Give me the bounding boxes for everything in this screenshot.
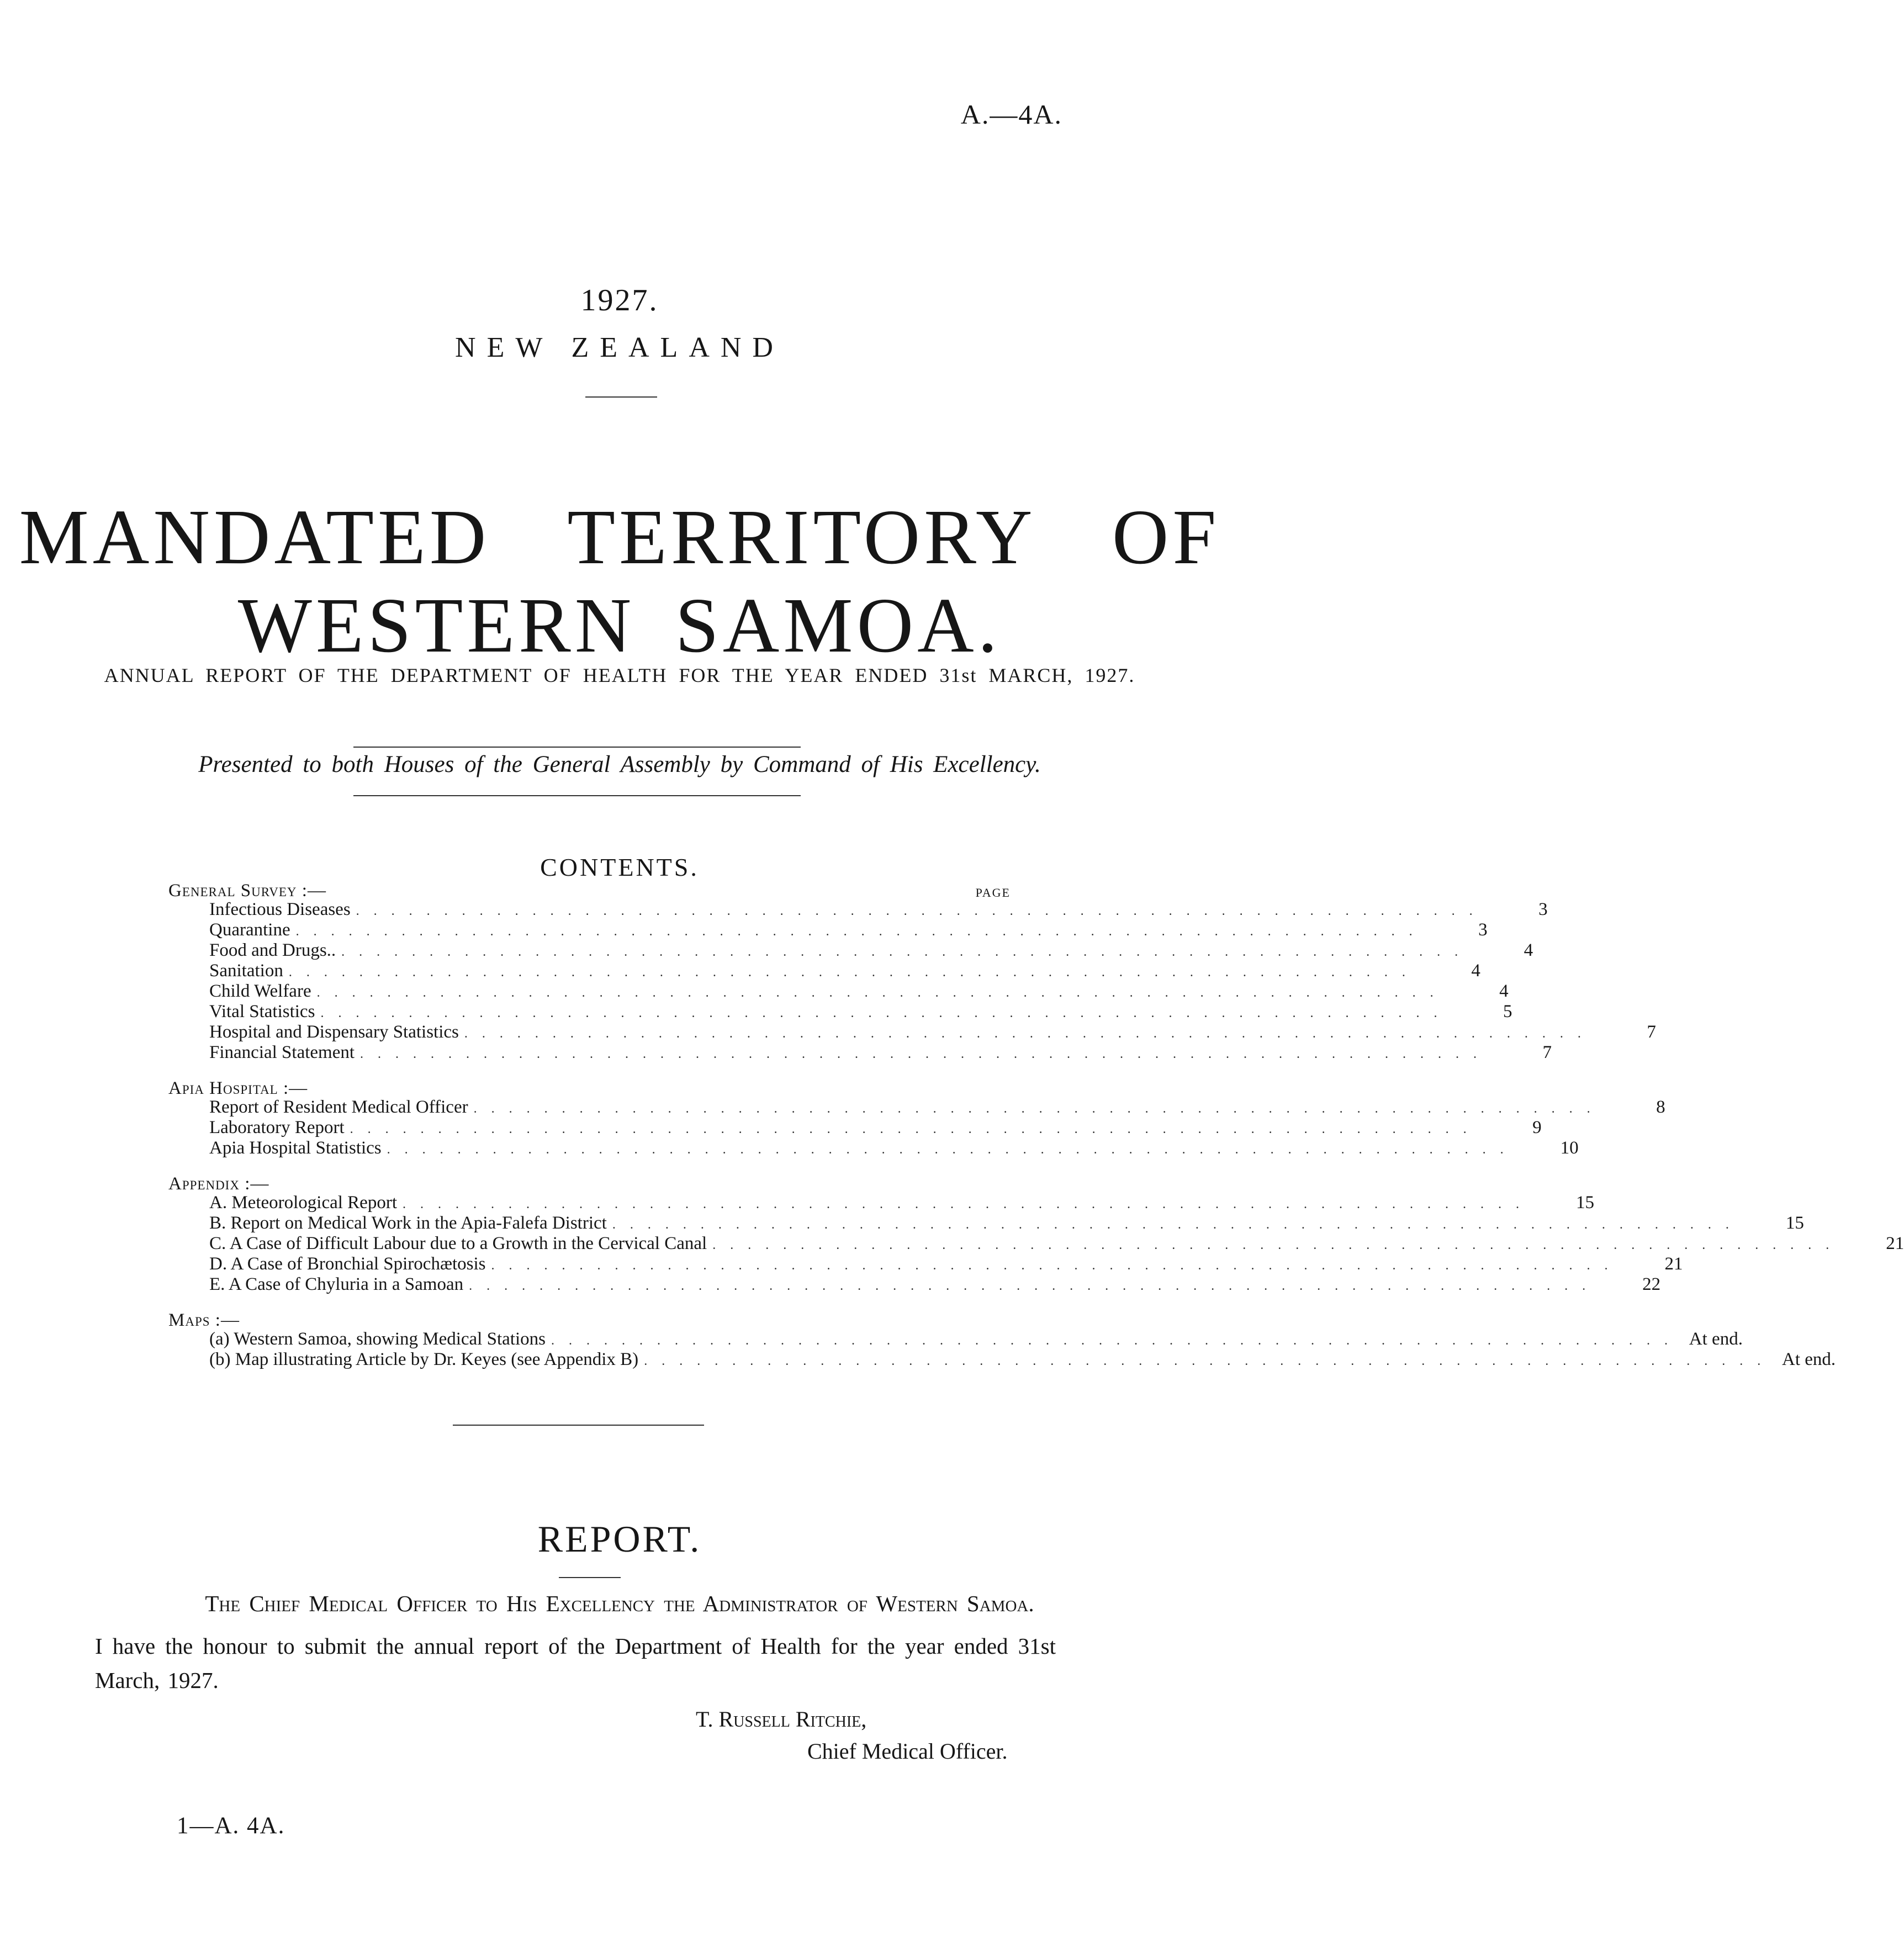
toc-entry-label: Quarantine	[209, 920, 290, 940]
toc-entry-page: 4	[1499, 981, 1509, 1001]
dot-leader: ................................................................	[473, 1102, 1605, 1116]
report-body: I have the honour to submit the annual report of the Department of Health for the year ended 31st March, 1927.	[95, 1633, 1056, 1693]
dot-leader: ................................................................	[712, 1238, 1844, 1252]
divider-presented-bottom	[353, 795, 801, 796]
title-line-1: MANDATED TERRITORY OF	[19, 493, 1220, 580]
toc-entry-page: 10	[1560, 1138, 1579, 1158]
toc-entry-label: Food and Drugs..	[209, 940, 336, 960]
toc-entry-page: 7	[1647, 1022, 1656, 1042]
toc-entry	[168, 1193, 1594, 1214]
country-heading: NEW ZEALAND	[455, 332, 784, 363]
dot-leader: ................................................................	[644, 1354, 1775, 1368]
toc-entry	[168, 1234, 1904, 1255]
dot-leader: ................................................................	[350, 1122, 1481, 1136]
document-reference: A.—4A.	[960, 99, 1062, 130]
toc-entry-label: Report of Resident Medical Officer	[209, 1097, 468, 1117]
toc-entry	[168, 920, 1488, 941]
signer-title: Chief Medical Officer.	[807, 1739, 1008, 1764]
dot-leader: ................................................................	[469, 1279, 1600, 1293]
dot-leader: ................................................................	[612, 1218, 1743, 1232]
toc-section-title: Maps :—	[168, 1310, 240, 1330]
divider-presented-top	[353, 747, 801, 748]
toc-entry-label: D. A Case of Bronchial Spirochætosis	[209, 1254, 486, 1274]
toc-entry-label: Infectious Diseases	[209, 899, 351, 919]
toc-entry-label: Hospital and Dispensary Statistics	[209, 1022, 459, 1042]
toc-entry-page: 4	[1471, 961, 1480, 981]
divider-before-report	[453, 1425, 704, 1426]
report-heading: REPORT.	[537, 1518, 702, 1560]
dot-leader: ................................................................	[387, 1142, 1518, 1157]
report-subtitle: ANNUAL REPORT OF THE DEPARTMENT OF HEALTH FOR THE YEAR ENDED 31st MARCH, 1927.	[104, 664, 1135, 686]
toc-entry-label: E. A Case of Chyluria in a Samoan	[209, 1274, 464, 1294]
toc-entry-label: (a) Western Samoa, showing Medical Stations	[209, 1329, 546, 1349]
toc-entry-label: Laboratory Report	[209, 1118, 345, 1137]
toc-entry	[168, 899, 1548, 920]
presented-line: Presented to both Houses of the General Assembly by Command of His Excellency.	[198, 751, 1041, 777]
toc-entry	[168, 981, 1509, 1002]
contents-table	[168, 881, 1904, 1370]
dot-leader: ................................................................	[464, 1026, 1595, 1041]
dot-leader: ................................................................	[360, 1047, 1492, 1061]
toc-entry-label: Financial Statement	[209, 1042, 355, 1062]
signer-name: T. Russell Ritchie,	[696, 1707, 867, 1732]
page-column-label: PAGE	[975, 886, 1011, 899]
addressee-text: The Chief Medical Officer to His Excellency the Administrator of Western Samoa.	[205, 1591, 1034, 1616]
toc-entry	[168, 1213, 1804, 1234]
toc-entry-page: 3	[1538, 899, 1548, 919]
toc-entry-label: C. A Case of Difficult Labour due to a Growth in the Cervical Canal	[209, 1234, 707, 1253]
toc-entry-page: 9	[1532, 1118, 1542, 1137]
toc-entry-page: 21	[1664, 1254, 1683, 1274]
toc-entry-label: Child Welfare	[209, 981, 311, 1001]
toc-section-title: General Survey :—	[168, 881, 326, 901]
toc-entry-page: 7	[1542, 1042, 1552, 1062]
toc-entry-page: 5	[1503, 1002, 1512, 1022]
toc-entry-page: 15	[1785, 1213, 1804, 1233]
toc-entry-page: At end.	[1689, 1329, 1743, 1349]
toc-entry	[168, 1002, 1512, 1023]
toc-entry	[168, 1254, 1683, 1275]
toc-entry-page: 15	[1576, 1193, 1594, 1213]
toc-entry-label: Vital Statistics	[209, 1002, 315, 1022]
toc-entry	[168, 1138, 1579, 1159]
toc-section-title: Appendix :—	[168, 1174, 269, 1194]
toc-section-title: Apia Hospital :—	[168, 1078, 308, 1098]
toc-entry-label: Apia Hospital Statistics	[209, 1138, 382, 1158]
toc-entry	[168, 940, 1533, 961]
contents-heading: CONTENTS.	[540, 853, 699, 881]
divider-under-report	[559, 1577, 621, 1578]
dot-leader: ................................................................	[403, 1197, 1533, 1211]
divider-short-top	[585, 396, 657, 398]
toc-entry-label: (b) Map illustrating Article by Dr. Keyes (see Appendix B)	[209, 1349, 639, 1369]
toc-entry	[168, 1042, 1552, 1063]
toc-entry	[168, 1349, 1836, 1370]
dot-leader: ................................................................	[341, 945, 1473, 959]
report-addressee-line	[0, 1590, 1239, 1617]
dot-leader: ................................................................	[356, 904, 1487, 918]
toc-entry	[168, 1022, 1656, 1043]
dot-leader: ................................................................	[551, 1333, 1682, 1348]
year: 1927.	[580, 283, 659, 317]
toc-entry-label: B. Report on Medical Work in the Apia-Falefa District	[209, 1213, 607, 1233]
dot-leader: ................................................................	[320, 1006, 1452, 1020]
toc-entry-label: A. Meteorological Report	[209, 1193, 397, 1213]
dot-leader: ................................................................	[316, 986, 1448, 1000]
toc-entry	[168, 1274, 1661, 1295]
title-line-2: WESTERN SAMOA.	[237, 581, 1002, 669]
toc-entry-page: 8	[1656, 1097, 1665, 1117]
footer-code: 1—A. 4A.	[177, 1813, 285, 1839]
dot-leader: ................................................................	[491, 1258, 1622, 1273]
toc-entry-page: 4	[1524, 940, 1533, 960]
dot-leader: ................................................................	[288, 965, 1420, 980]
toc-entry	[168, 1097, 1665, 1118]
toc-entry-page: At end.	[1782, 1349, 1836, 1369]
toc-entry	[168, 1118, 1542, 1139]
toc-entry-label: Sanitation	[209, 961, 283, 981]
toc-entry	[168, 1329, 1743, 1350]
toc-entry-page: 3	[1478, 920, 1488, 940]
toc-entry	[168, 961, 1480, 982]
dot-leader: ................................................................	[295, 924, 1427, 939]
toc-entry-page: 22	[1642, 1274, 1661, 1294]
toc-entry-page: 21	[1886, 1234, 1904, 1253]
